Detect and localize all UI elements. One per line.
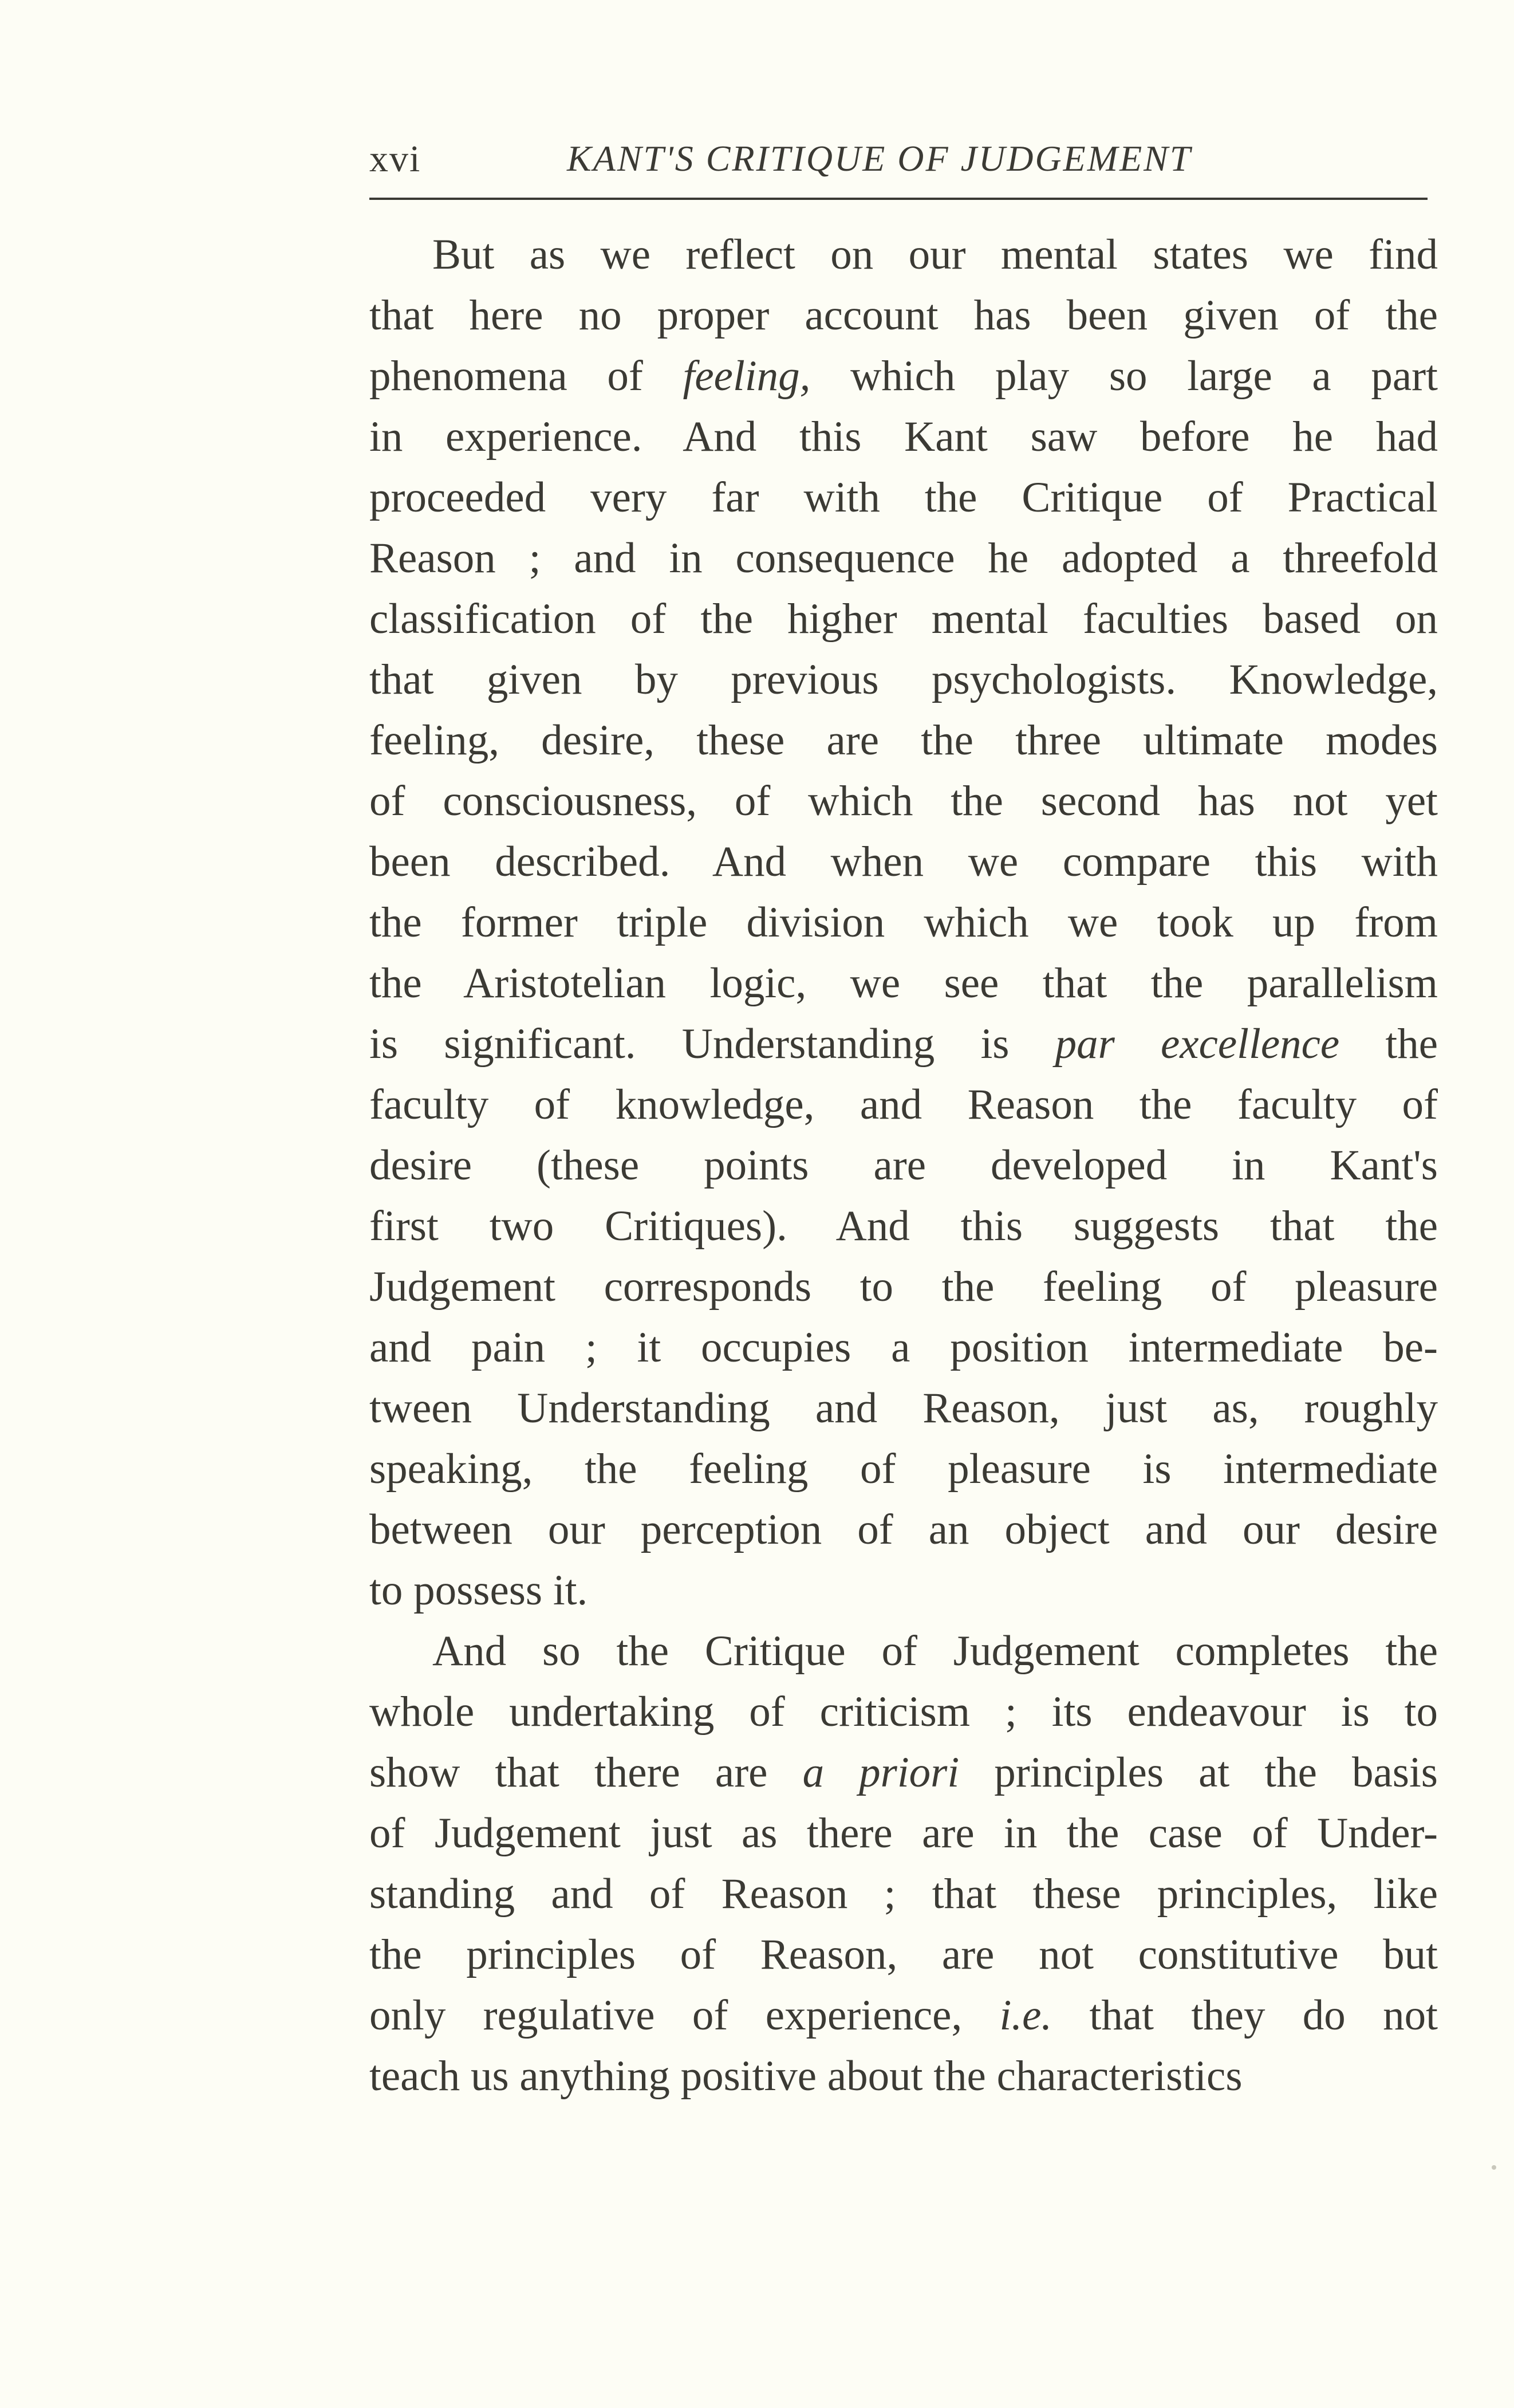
text-line: of Judgement just as there are in the case of Under- — [369, 1809, 1438, 1857]
text-line: phenomena of feeling, which play so large a part — [369, 352, 1438, 400]
text-line: But as we reflect on our mental states we find — [432, 231, 1438, 278]
text-line: the Aristotelian logic, we see that the parallelism — [369, 959, 1438, 1007]
text-line: of consciousness, of which the second has not yet — [369, 777, 1438, 825]
text-line: the former triple division which we took up from — [369, 899, 1438, 946]
text-line: the principles of Reason, are not constitutive but — [369, 1931, 1438, 1978]
text-line: Reason ; and in consequence he adopted a threefold — [369, 534, 1438, 582]
text-line: tween Understanding and Reason, just as, roughly — [369, 1384, 1438, 1432]
text-line: faculty of knowledge, and Reason the faculty of — [369, 1081, 1438, 1128]
header-rule — [369, 198, 1428, 200]
text-line: in experience. And this Kant saw before he had — [369, 413, 1438, 461]
text-line: standing and of Reason ; that these principles, like — [369, 1870, 1438, 1918]
body-text — [369, 225, 1438, 2107]
italic-term: par excellence — [1055, 1020, 1340, 1068]
text-line: feeling, desire, these are the three ultimate modes — [369, 717, 1438, 764]
text-line: that here no proper account has been given of the — [369, 292, 1438, 339]
text-line: desire (these points are developed in Kant's — [369, 1142, 1438, 1189]
text-line: teach us anything positive about the characteristics — [369, 2052, 1243, 2100]
text-line: between our perception of an object and our desire — [369, 1506, 1438, 1553]
text-line: first two Critiques). And this suggests that the — [369, 1202, 1438, 1250]
text-line: been described. And when we compare this with — [369, 838, 1438, 886]
italic-term: a priori — [802, 1749, 960, 1796]
text-line: only regulative of experience, i.e. that they do not — [369, 1992, 1438, 2039]
text-line: is significant. Understanding is par excellence the — [369, 1020, 1438, 1068]
text-line: classification of the higher mental faculties based on — [369, 595, 1438, 643]
paper-speck — [1492, 2165, 1496, 2170]
italic-term: i.e. — [999, 1992, 1052, 2039]
running-head — [369, 132, 1429, 195]
text-line: show that there are a priori principles at the basis — [369, 1749, 1438, 1796]
italic-term: feeling, — [683, 352, 811, 400]
text-line: Judgement corresponds to the feeling of pleasure — [369, 1263, 1438, 1311]
text-line: proceeded very far with the Critique of Practical — [369, 474, 1438, 521]
text-line: And so the Critique of Judgement completes the — [432, 1627, 1438, 1675]
page-number: xvi — [369, 138, 421, 180]
text-line: and pain ; it occupies a position intermediate be- — [369, 1324, 1438, 1371]
running-title: KANT'S CRITIQUE OF JUDGEMENT — [567, 138, 1192, 179]
text-line: to possess it. — [369, 1567, 588, 1614]
text-line: whole undertaking of criticism ; its endeavour is to — [369, 1688, 1438, 1736]
text-line: speaking, the feeling of pleasure is intermediate — [369, 1445, 1438, 1493]
text-line: that given by previous psychologists. Knowledge, — [369, 656, 1438, 703]
